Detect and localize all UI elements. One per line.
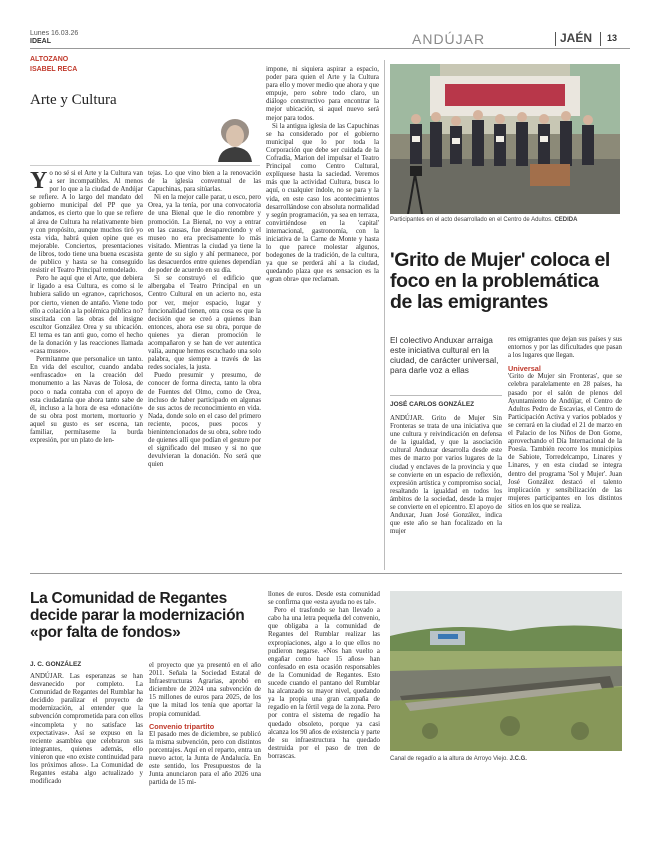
regantes-paragraph: el proyecto que ya presentó en el año 2011. Señala la Sociedad Estatal de Infraestructuras Agrarias, aprobó en diciembre de 2024 una subvención de 15 millones de euros para 2025, de los que la mitad los tenía que aportar la propia comunidad. [149,662,261,718]
column-text-3 [266,66,379,285]
column-paragraph: Si la antigua iglesia de las Capuchinas se ha considerado por el gobierno municipal que lo por toda la Corporación que debe ser cuidada de la Cofradía, Marion del impulsar el Teatro Principal como Centro Cultural, explíquese hasta la saciedad. Veremos más que la actividad Cultura, busca lo aquí, o cualquier índole, no se para y la vida, en este caso los acontecimientos desarrollándose con absoluta normalidad y según programación, ya sea en terraza, convirtiéndose en la 'capital' internacional, gastronomía, con la iniciativa de la Carne de Monte y hasta lo que parece molestar algunos, bodegones de la tradición, de la cultura, ya que se perderá ahí a la ciudad, quedando plaza que es sensacion es la «gran obra» que reclaman. [266,122,379,284]
regantes-text-2 [149,662,261,787]
caption-text: Canal de regadío a la altura de Arroyo Viejo. [390,756,508,762]
header-section: ANDÚJAR [412,31,486,47]
header-edition: JAÉN [560,31,593,45]
column-text-1 [30,170,143,445]
regantes-byline: J. C. GONZÁLEZ [30,661,82,668]
event-photo [390,64,620,214]
column-paragraph: impone, ni siquiera aspirar a espacio, poder para quien el Arte y la Cultura para ello y mover medio que ahora y que empuje, pero sobre todo claro, un diálogo constructivo para encontrar la mejor ubicación, si aquel nuevo será mejor para todos. [266,66,379,122]
emigrants-byline: JOSÉ CARLOS GONZÁLEZ [390,401,475,408]
author-portrait [212,114,258,162]
column-dropcap: Y [30,168,48,194]
header-paper: IDEAL [30,38,51,45]
column-paragraph: o no sé si el Arte y la Cultura van a ser incompatibles. Al menos por lo que a la ciudad de Andújar se refiere. A lo largo del mandato del gobierno municipal del PP que ya andamos, es cierto que lo que se refiere al área de Cultura ha relativamente bien y con propósito, aunque muchos tiró yo esta vida, habrá quien opine que es mejorable. Conciertos, presentaciones de libros, todo tiene una buena escasista de publico y hasta se ha conseguido resistir el Teatro Principal remodelado. [30,170,143,275]
emigrants-text-1 [390,415,502,536]
photo-caption [390,217,622,223]
header-rule [30,48,630,49]
emigrants-headline: 'Grito de Mujer' coloca el foco en la problemática de las emigrantes [390,249,610,313]
regantes-paragraph: llones de euros. Desde esta comunidad se confirma que «esta ayuda no es tal». [268,591,380,607]
regantes-text-3 [268,591,380,761]
emigrants-paragraph: ANDÚJAR. Grito de Mujer Sin Fronteras se trata de una iniciativa que une cultura y reivindicación en defensa de la igualdad, y que la asociación cultural Anduxar desarrolla desde este mes de marzo por varios lugares de la ciudad y enclaves de la provincia y que se convierte en un espacio de reflexión, expresión artística y compromiso social, resaltando la igualdad en todos los ámbitos de la sociedad, desde la mujer se convierte en el epicentro. El apoyo de Anduxar, Juan José González, indica que este año se han focalizado en la mujer [390,415,502,536]
emigrants-paragraph: res emigrantes que dejan sus países y sus entornos y por las dificultades que pasan a los lugares que llegan. [508,336,622,360]
section-rule [30,573,622,574]
column-paragraph: Pero he aquí que el Arte, que debiera ir ligado a esa Cultura, es como si le hubiera salido un «grano», caprichosos, por cierto, vienen de antaño. Viene todo ello a colación a la polémica pública no? suscitada con las obras del insigne escultor González Orea y su ubicación. El tema es tan anti guo, como el hecho de la donación y las reacciones llamada «casa museo». [30,275,143,356]
header-separator-2 [600,32,601,46]
page-number: 13 [607,33,618,43]
column-vertical-rule [384,60,385,570]
column-kicker: ALTOZANO [30,56,69,63]
canal-photo [390,591,622,751]
regantes-paragraph: Pero el trasfondo se han llevado a cabo ha una letra pequeña del convenio, que obligaba a la comunidad de Regantes del Rumblar realizar las expropiaciones, algo a lo que ellos no pudieron negarse. «Nos han vuelto a engañar como hace 15 años» han confesado en esta ocasión responsables de la Comunidad de Regantes. Esto sucede cuando el pantano del Rumblar ha alcanzado su mayor nivel, quedando ya la propia una gran campaña de regadío en la fértil vega de la zona. Pero por contra el sistema de regadío ha quedado obsoleto, porque ya casi alcanza los 90 años de existencia y parte de su infraestructura ha quedado destruida por el paso de tren de borrascas. [268,607,380,760]
emigrants-text-2 [508,336,622,511]
caption-text: Participantes en el acto desarrollado en el Centro de Adultos. [390,217,553,223]
column-paragraph: Si se construyó el edificio que albergaba el Teatro Principal en un Centro Cultural en un acierto no, esta por ver, mejor espacio, lugar y funcionalidad tienen, otra cosa es que la decisión que se creó a quienes iban entonces, ahora ese su obra, porque de quienes ya dieran promoción le acompañaron y se han de ver autentica valía, aunque hemos escuchado una solo palabra, que siempre a través de las redes sociales, la justa. [148,275,261,372]
column-text-2 [148,170,261,469]
header-separator [555,32,556,46]
column-paragraph: Ni en la mejor calle parar, u esco, pero Orea, ya la tenía, por una convocatoria de una Bienal que le dio renombre y promoción. La Bienal, no voy a entrar en las causas, fue desapareciendo y el museo no era precisamente lo más visitado. Mientras la ciudad ya tiene la gente de su siglo y ahí permanece, por las desacuerdos entre quienes dependían de poder de acuerdo en su día. [148,194,261,275]
column-paragraph: Puedo presumir y presumo, de conocer de forma directa, tanto la obra de Fuentes del Olmo, como de Orea, incluso de haber participado en algunas de sus actos de reconocimiento en vida. Nada, donde solo en el caso del primero reciente, pocos, pues pocos y bienintencionados de su obra, sobre todo de quienes allí que podían el gesture por el significado del museo y si no que devulvieran la donación. No será que quien [148,372,261,469]
emigrants-subhead: Universal [508,364,541,374]
emigrants-paragraph: 'Grito de Mujer sin Fronteras', que se celebra paralelamente en 28 países, ha pasado por el salón de plenos del Ayuntamiento de Andújar, el Centro de Adultos Pedro de Escavias, el Centro de Participación Activa y varios poblados y se cerrará en la ciudad el 21 de marzo en el Palacio de los Niños de Don Gome, aprovechando el Día Internacional de la Poesía. También recorre los municipios de Sabiote, Torredelcampo, Linares y Linares, y en esta ciudad se integra dentro del programa 'Sol y Mujer'. Juan José González destacó el talento implicación y sensibilización de las mujeres participantes en los distintos sitios en los que se realiza. [508,373,622,510]
caption-credit: J.C.G. [509,756,527,762]
regantes-paragraph: El pasado mes de diciembre, se publicó la misma subvención, pero con distintos porcentajes. Aquí en el reparto, entra un nuevo actor, la Junta de Andalucía. En este sentido, los Presupuestos de la Junta anunciaron para el año 2026 una partida de 15 mi- [149,730,261,787]
caption-credit: CEDIDA [554,217,578,223]
byline-rule [390,395,502,396]
emigrants-lead: El colectivo Anduxar arraiga este iniciativa cultural en la ciudad, de carácter universal, para darle voz a ellas [390,335,499,375]
column-author: ISABEL RECA [30,66,78,73]
header-date: Lunes 16.03.26 [30,30,79,37]
regantes-headline: La Comunidad de Regantes decide parar la modernización «por falta de fondos» [30,590,245,641]
canal-caption [390,756,622,762]
column-divider-top [30,165,260,166]
regantes-text-1 [30,673,143,786]
column-paragraph: Permítanme que personalice un tanto. En vida del escultor, cuando andaba «enfrascado» en la creación del monumento a las Navas de Tolosa, de poco o nada contaba con el apoyo de esta ciudadanía que ahora tanto sabe de él, incluso a la hora de esa «donación» de su obra post mortem, mortuorio y aquel su gusto es ser escena, tan familiar, permítaseme la burda expresión, por un plato de len- [30,356,143,445]
regantes-subhead: Convenio tripartito [149,721,215,731]
regantes-paragraph: ANDÚJAR. Las esperanzas se han desvanecido por completo. La Comunidad de Regantes del Rumblar ha decidido paralizar el proyecto de modernización, al entender que la subvención comprometida para con ellos «incompleta y no satisface las expectativas». Así se expuso en la reciente asamblea que celebraron sus integrantes, quienes además, ello vinieron que «no existe continuidad para los próximos años». La Comunidad de Regantes estaba algo actualizado y modificado [30,673,143,786]
column-title: Arte y Cultura [30,92,117,108]
column-paragraph: tejas. Lo que vino bien a la renovación de la iglesia conventual de las Capuchinas, para sitúarlas. [148,170,261,194]
